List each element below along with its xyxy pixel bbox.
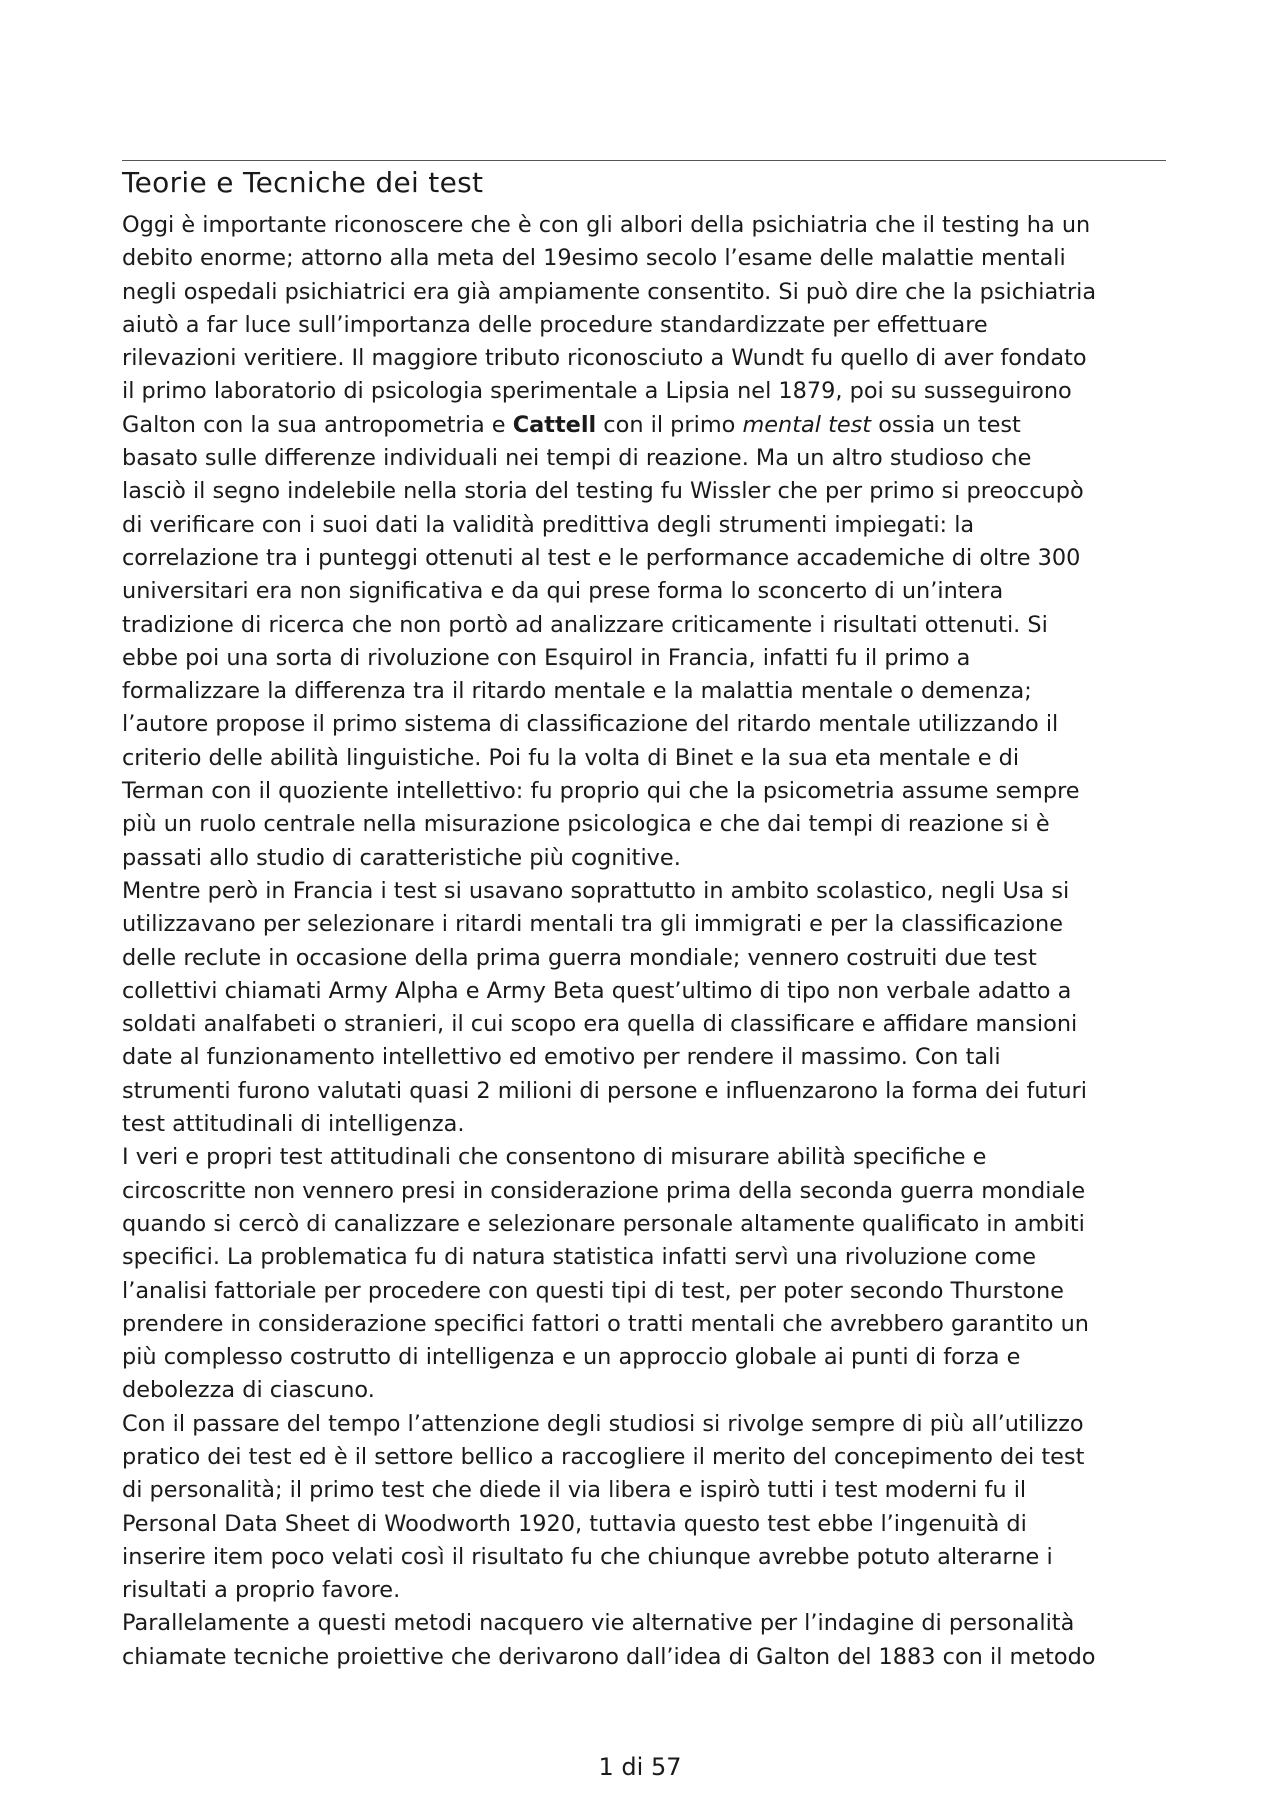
text-run: l’autore propose il primo sistema di classificazione del ritardo mentale utilizzando il <box>122 711 1059 738</box>
text-line <box>122 942 1182 975</box>
text-line <box>122 475 1182 508</box>
text-line <box>122 1108 1182 1141</box>
text-line <box>122 1041 1182 1074</box>
text-line <box>122 642 1182 675</box>
text-line <box>122 1075 1182 1108</box>
text-run: il primo laboratorio di psicologia sperimentale a Lipsia nel 1879, poi su susseguirono <box>122 378 1072 405</box>
text-run: utilizzavano per selezionare i ritardi mentali tra gli immigrati e per la classificazione <box>122 911 1063 938</box>
text-line <box>122 575 1182 608</box>
text-run: di verificare con i suoi dati la validità predittiva degli strumenti impiegati: la <box>122 511 975 538</box>
text-line <box>122 276 1182 309</box>
text-run: rilevazioni veritiere. Il maggiore tributo riconosciuto a Wundt fu quello di aver fondato <box>122 345 1087 372</box>
text-line <box>122 442 1182 475</box>
header-divider <box>122 160 1166 161</box>
text-line <box>122 808 1182 841</box>
text-run: prendere in considerazione specifici fattori o tratti mentali che avrebbero garantito un <box>122 1310 1089 1337</box>
text-run: quando si cercò di canalizzare e selezionare personale altamente qualificato in ambiti <box>122 1210 1085 1237</box>
text-line <box>122 609 1182 642</box>
text-line <box>122 775 1182 808</box>
text-run: date al funzionamento intellettivo ed emotivo per rendere il massimo. Con tali <box>122 1044 1001 1071</box>
text-line <box>122 1474 1182 1507</box>
text-line <box>122 375 1182 408</box>
bold-name: Cattell <box>512 411 597 438</box>
text-run: test attitudinali di intelligenza. <box>122 1111 465 1138</box>
text-line <box>122 1275 1182 1308</box>
text-run: collettivi chiamati Army Alpha e Army Beta quest’ultimo di tipo non verbale adatto a <box>122 977 1072 1004</box>
text-run: lasciò il segno indelebile nella storia del testing fu Wissler che per primo si preoccupò <box>122 478 1084 505</box>
text-run: risultati a proprio favore. <box>122 1577 401 1604</box>
text-run: correlazione tra i punteggi ottenuti al test e le performance accademiche di oltre 300 <box>122 544 1081 571</box>
text-run: ossia un test <box>871 411 1021 438</box>
text-run: aiutò a far luce sull’importanza delle procedure standardizzate per effettuare <box>122 311 988 338</box>
text-run: universitari era non significativa e da qui prese forma lo sconcerto di un’intera <box>122 578 1004 605</box>
text-line <box>122 1541 1182 1574</box>
text-run: formalizzare la differenza tra il ritardo mentale e la malattia mentale o demenza; <box>122 678 1032 705</box>
text-run: pratico dei test ed è il settore bellico a raccogliere il merito del concepimento dei test <box>122 1443 1085 1470</box>
text-run: debolezza di ciascuno. <box>122 1377 375 1404</box>
text-line <box>122 209 1182 242</box>
text-line <box>122 1308 1182 1341</box>
text-run: soldati analfabeti o stranieri, il cui scopo era quella di classificare e affidare mansioni <box>122 1011 1078 1038</box>
text-run: Parallelamente a questi metodi nacquero vie alternative per l’indagine di personalità <box>122 1610 1075 1637</box>
text-line <box>122 1607 1182 1640</box>
text-line <box>122 1208 1182 1241</box>
text-run: Mentre però in Francia i test si usavano soprattutto in ambito scolastico, negli Usa si <box>122 877 1070 904</box>
text-run: passati allo studio di caratteristiche più cognitive. <box>122 844 681 871</box>
text-line <box>122 1408 1182 1441</box>
text-run: Oggi è importante riconoscere che è con gli albori della psichiatria che il testing ha un <box>122 212 1091 238</box>
text-run: Con il passare del tempo l’attenzione degli studiosi si rivolge sempre di più all’utilizzo <box>122 1410 1084 1437</box>
text-line <box>122 908 1182 941</box>
text-line <box>122 342 1182 375</box>
text-line <box>122 708 1182 741</box>
text-run: tradizione di ricerca che non portò ad analizzare criticamente i risultati ottenuti. Si <box>122 611 1048 638</box>
text-run: chiamate tecniche proiettive che derivarono dall’idea di Galton del 1883 con il metodo <box>122 1643 1096 1670</box>
text-run: circoscritte non vennero presi in considerazione prima della seconda guerra mondiale <box>122 1177 1086 1204</box>
text-line <box>122 1341 1182 1374</box>
text-line <box>122 1175 1182 1208</box>
text-line <box>122 1374 1182 1407</box>
text-run: più complesso costrutto di intelligenza e un approccio globale ai punti di forza e <box>122 1344 1021 1371</box>
text-line <box>122 975 1182 1008</box>
text-line <box>122 675 1182 708</box>
text-line <box>122 1008 1182 1041</box>
text-line <box>122 742 1182 775</box>
text-run: specifici. La problematica fu di natura statistica infatti servì una rivoluzione come <box>122 1244 1037 1271</box>
text-run: I veri e propri test attitudinali che consentono di misurare abilità specifiche e <box>122 1144 987 1171</box>
text-run: debito enorme; attorno alla meta del 19esimo secolo l’esame delle malattie mentali <box>122 245 1066 272</box>
text-line <box>122 1241 1182 1274</box>
page-number: 1 di 57 <box>598 1753 682 1781</box>
text-run: inserire item poco velati così il risultato fu che chiunque avrebbe potuto alterarne i <box>122 1543 1053 1570</box>
text-run: strumenti furono valutati quasi 2 milioni di persone e influenzarono la forma dei futuri <box>122 1077 1087 1104</box>
text-run: l’analisi fattoriale per procedere con questi tipi di test, per poter secondo Thurstone <box>122 1277 1064 1304</box>
text-line <box>122 1141 1182 1174</box>
text-run: ebbe poi una sorta di rivoluzione con Esquirol in Francia, infatti fu il primo a <box>122 644 971 671</box>
page-title: Teorie e Tecniche dei test <box>122 166 484 199</box>
text-line <box>122 875 1182 908</box>
text-run: Personal Data Sheet di Woodworth 1920, tuttavia questo test ebbe l’ingenuità di <box>122 1510 1027 1537</box>
text-run: Galton con la sua antropometria e <box>122 411 513 438</box>
text-run: basato sulle differenze individuali nei tempi di reazione. Ma un altro studioso che <box>122 445 1032 472</box>
text-line <box>122 1574 1182 1607</box>
text-line <box>122 1508 1182 1541</box>
text-run: delle reclute in occasione della prima guerra mondiale; vennero costruiti due test <box>122 944 1037 971</box>
text-line <box>122 309 1182 342</box>
text-run: criterio delle abilità linguistiche. Poi fu la volta di Binet e la sua eta mentale e di <box>122 744 1020 771</box>
text-line <box>122 509 1182 542</box>
text-run: con il primo <box>596 411 743 438</box>
text-line <box>122 842 1182 875</box>
text-run: Terman con il quoziente intellettivo: fu proprio qui che la psicometria assume sempre <box>122 778 1080 805</box>
text-run: di personalità; il primo test che diede il via libera e ispirò tutti i test moderni fu il <box>122 1477 1027 1504</box>
text-line <box>122 1641 1182 1674</box>
body-text <box>122 209 1182 1674</box>
text-line <box>122 1441 1182 1474</box>
text-run: più un ruolo centrale nella misurazione psicologica e che dai tempi di reazione si è <box>122 811 1050 838</box>
text-line <box>122 409 1182 442</box>
text-run: negli ospedali psichiatrici era già ampiamente consentito. Si può dire che la psichiatria <box>122 278 1097 305</box>
text-line <box>122 542 1182 575</box>
text-line <box>122 242 1182 275</box>
italic-term: mental test <box>742 411 872 438</box>
